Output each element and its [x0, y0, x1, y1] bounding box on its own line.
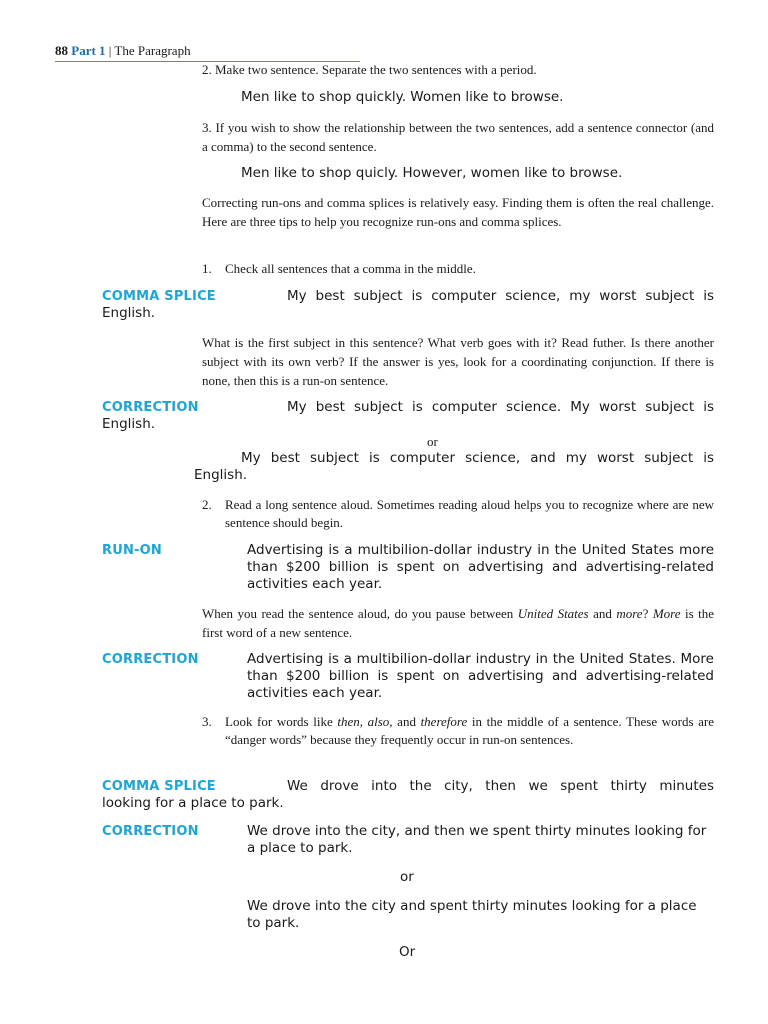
q2-emphasis-1: United States	[517, 606, 589, 621]
q2-emphasis-3: More	[652, 606, 681, 621]
tip-3-text-1: Look for words like	[225, 714, 338, 729]
correction-3b-text: We drove into the city and spent thirty minutes looking for a place to park.	[247, 898, 697, 931]
correction-1b-text: My best subject is computer science, and my worst subject is	[241, 450, 714, 466]
tip-1	[202, 260, 714, 278]
comma-splice-example-1: My best subject is computer science, my worst subject is	[287, 288, 714, 304]
step-2-text: 2. Make two sentence. Separate the two sentences with a period.	[202, 62, 537, 77]
or-divider-1: or	[427, 434, 438, 449]
tip-3	[202, 713, 714, 749]
tip-3-text	[225, 713, 714, 749]
q2-emphasis-2: more	[616, 606, 643, 621]
or-divider-3: Or	[399, 944, 416, 960]
comma-splice-example-2: We drove into the city, then we spent thirty minutes	[287, 778, 714, 794]
correction-3-text: We drove into the city, and then we spent thirty minutes looking for a place to park.	[247, 823, 707, 856]
correction-1-text-cont: English.	[102, 416, 156, 432]
correction-label-1: CORRECTION	[102, 400, 199, 415]
running-head	[55, 43, 191, 59]
question-paragraph-1: What is the first subject in this sentence? What verb goes with it? Read futher. Is there another subject with its own verb? If the answer is yes, look for a coordinating conjunction. If there is none, then this is a run-on sentence.	[202, 335, 714, 388]
section-title: The Paragraph	[114, 43, 191, 58]
tip-2-number: 2.	[202, 497, 212, 512]
example-sentence-1: Men like to shop quickly. Women like to browse.	[241, 89, 564, 105]
example-sentence-2: Men like to shop quicly. However, women like to browse.	[241, 165, 623, 181]
comma-splice-label-2: COMMA SPLICE	[102, 779, 216, 794]
run-on-label: RUN-ON	[102, 543, 162, 558]
intro-paragraph: Correcting run-ons and comma splices is relatively easy. Finding them is often the real challenge. Here are three tips to help you recognize run-ons and comma splices.	[202, 195, 714, 229]
correction-label-2: CORRECTION	[102, 652, 199, 667]
tip-3-text-4: in the middle of a sentence. These words are “danger words” because they frequently occur in run-on sentences.	[225, 714, 714, 747]
page-number: 88	[55, 43, 68, 58]
tip-1-text: Check all sentences that a comma in the middle.	[225, 261, 476, 276]
correction-1-text: My best subject is computer science. My worst subject is	[287, 399, 714, 415]
or-divider-2: or	[400, 869, 414, 885]
tip-3-emphasis-2: also	[367, 714, 390, 729]
q2-text-2: and	[588, 606, 617, 621]
step-3-text: 3. If you wish to show the relationship between the two sentences, add a sentence connector (and a comma) to the second sentence.	[202, 120, 714, 154]
tip-2-text: Read a long sentence aloud. Sometimes reading aloud helps you to recognize where are new sentence should begin.	[225, 497, 714, 530]
correction-label-3: CORRECTION	[102, 824, 199, 839]
q2-text-4: is the first word of a new sentence.	[202, 606, 714, 640]
comma-splice-example-2-cont: looking for a place to park.	[102, 795, 284, 811]
tip-1-number: 1.	[202, 261, 212, 276]
tip-3-text-3: , and	[389, 714, 421, 729]
correction-2-text: Advertising is a multibilion-dollar industry in the United States. More than $200 billion is spent on advertising and advertising-related activities each year.	[247, 651, 714, 701]
tip-2	[202, 496, 714, 532]
correction-1b-text-cont: English.	[194, 467, 248, 483]
comma-splice-label-1: COMMA SPLICE	[102, 289, 216, 304]
run-on-example: Advertising is a multibilion-dollar industry in the United States more than $200 billion is spent on advertising and advertising-related activities each year.	[247, 542, 714, 592]
comma-splice-example-1-cont: English.	[102, 305, 156, 321]
question-paragraph-2	[202, 604, 714, 642]
header-separator: |	[108, 43, 112, 58]
q2-text-1: When you read the sentence aloud, do you pause between	[202, 606, 518, 621]
tip-3-number: 3.	[202, 714, 212, 729]
tip-3-emphasis-1: then	[337, 714, 360, 729]
tip-3-emphasis-3: therefore	[420, 714, 468, 729]
q2-text-3: ?	[642, 606, 653, 621]
part-label: Part 1	[71, 43, 106, 58]
tip-3-text-2: ,	[359, 714, 368, 729]
